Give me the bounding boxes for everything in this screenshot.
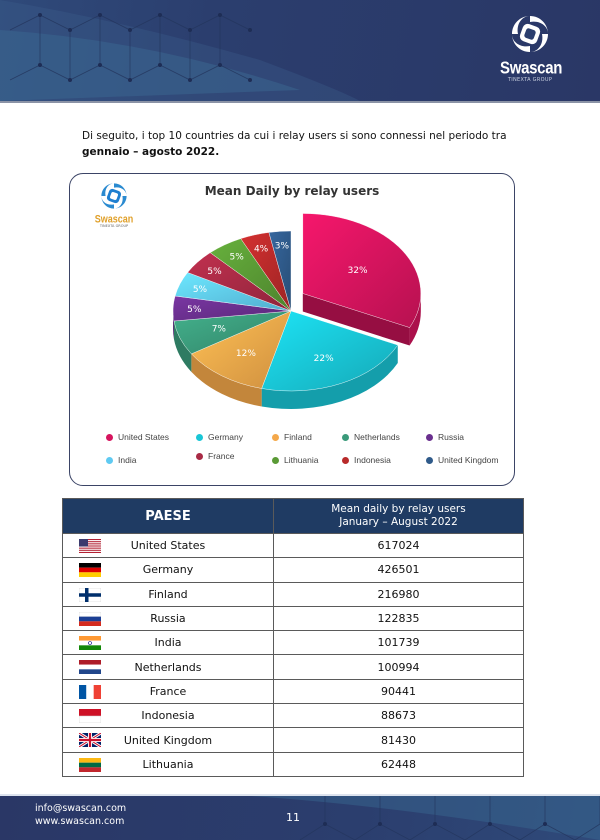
mean-value-cell: 617024 <box>274 534 524 558</box>
table-row <box>63 558 524 582</box>
country-name: Germany <box>142 563 194 577</box>
chart-title: Mean Daily by relay users <box>204 184 380 198</box>
footer-email-link[interactable]: info@swascan.com <box>35 803 127 814</box>
country-name: Netherlands <box>134 660 202 674</box>
fr-flag-icon <box>79 685 101 699</box>
legend-swatch <box>106 457 113 464</box>
legend-label: Finland <box>284 432 312 442</box>
mean-value-cell: 90441 <box>274 679 524 703</box>
intro-paragraph <box>82 128 552 160</box>
country-name: Indonesia <box>141 709 195 723</box>
in-flag-icon <box>79 636 101 650</box>
legend-item <box>272 455 319 465</box>
country-cell <box>63 606 274 630</box>
legend-swatch <box>426 434 433 441</box>
legend-label: India <box>118 455 137 465</box>
fi-flag-icon <box>79 588 101 602</box>
country-cell <box>63 704 274 728</box>
legend-label: United States <box>118 432 170 442</box>
data-label: 22% <box>313 354 334 365</box>
country-cell <box>63 679 274 703</box>
legend-label: Indonesia <box>354 455 391 465</box>
swascan-logo <box>500 14 563 83</box>
legend-label: United Kingdom <box>438 455 499 465</box>
nl-flag-icon <box>79 660 101 674</box>
mean-value-cell: 88673 <box>274 704 524 728</box>
page-header <box>0 0 600 103</box>
legend-item <box>342 432 400 442</box>
data-label: 5% <box>187 304 202 315</box>
column-header-country: PAESE <box>63 499 274 534</box>
mean-value-cell: 62448 <box>274 752 524 776</box>
mean-value-cell: 122835 <box>274 606 524 630</box>
country-cell <box>63 534 274 558</box>
legend-item <box>106 432 169 442</box>
legend-swatch <box>342 457 349 464</box>
mean-value-cell: 426501 <box>274 558 524 582</box>
country-cell <box>63 558 274 582</box>
mean-value-cell: 216980 <box>274 582 524 606</box>
countries-table <box>62 498 524 777</box>
legend-item <box>426 455 498 465</box>
legend-item <box>196 451 234 461</box>
table-row <box>63 728 524 752</box>
column-header-mean <box>274 499 524 534</box>
table-header-row <box>63 499 524 534</box>
mean-header-line1: Mean daily by relay users <box>331 503 466 515</box>
legend-label: Netherlands <box>354 432 400 442</box>
data-label: 5% <box>229 252 244 263</box>
country-name: United Kingdom <box>123 733 213 747</box>
country-name: United States <box>130 539 206 553</box>
legend-swatch <box>196 434 203 441</box>
table-row <box>63 534 524 558</box>
logo-subtitle: TINEXTA GROUP <box>507 77 553 83</box>
table-row <box>63 679 524 703</box>
data-label: 5% <box>207 266 222 277</box>
intro-period: gennaio – agosto 2022. <box>82 146 220 158</box>
table-row <box>63 655 524 679</box>
country-cell <box>63 655 274 679</box>
gb-flag-icon <box>79 733 101 747</box>
legend-item <box>196 432 243 442</box>
country-name: India <box>154 636 182 650</box>
country-name: France <box>149 684 187 698</box>
country-name: Finland <box>148 587 188 601</box>
legend-swatch <box>342 434 349 441</box>
legend-item <box>342 455 391 465</box>
id-flag-icon <box>79 709 101 723</box>
footer-website-link[interactable]: www.swascan.com <box>35 816 125 827</box>
pie-chart-panel <box>69 173 515 486</box>
mean-value-cell: 81430 <box>274 728 524 752</box>
legend-item <box>272 432 312 442</box>
mean-value-cell: 100994 <box>274 655 524 679</box>
data-label: 32% <box>347 265 368 276</box>
de-flag-icon <box>79 563 101 577</box>
country-name: Lithuania <box>142 757 194 771</box>
country-cell <box>63 752 274 776</box>
country-cell <box>63 728 274 752</box>
chart-logo-subtitle: TINEXTA GROUP <box>99 224 129 228</box>
mean-value-cell: 101739 <box>274 631 524 655</box>
intro-text: Di seguito, i top 10 countries da cui i relay users si sono connessi nel periodo tra <box>82 130 507 142</box>
table-row <box>63 582 524 606</box>
data-label: 3% <box>274 241 290 252</box>
pie-chart <box>70 174 516 424</box>
legend-label: Lithuania <box>284 455 319 465</box>
swascan-logo-icon <box>510 14 550 54</box>
legend-label: Russia <box>438 432 464 442</box>
lt-flag-icon <box>79 758 101 772</box>
table-row <box>63 704 524 728</box>
country-cell <box>63 631 274 655</box>
legend-label: Germany <box>208 432 243 442</box>
footer-contact <box>35 802 126 828</box>
legend-swatch <box>106 434 113 441</box>
page-number: 11 <box>286 811 300 824</box>
data-label: 7% <box>211 324 226 335</box>
legend-label: France <box>208 451 235 461</box>
country-name: Russia <box>150 612 186 626</box>
legend-swatch <box>426 457 433 464</box>
table-row <box>63 631 524 655</box>
ru-flag-icon <box>79 612 101 626</box>
data-label: 4% <box>253 244 269 255</box>
logo-name: Swascan <box>500 58 563 79</box>
legend-swatch <box>272 434 279 441</box>
legend-item <box>106 455 136 465</box>
data-label: 5% <box>192 284 208 295</box>
legend-item <box>426 432 464 442</box>
us-flag-icon <box>79 539 101 553</box>
data-label: 12% <box>235 349 256 360</box>
table-row <box>63 606 524 630</box>
country-cell <box>63 582 274 606</box>
table-row <box>63 752 524 776</box>
legend-swatch <box>196 453 203 460</box>
page-footer <box>0 794 600 840</box>
mean-header-line2: January – August 2022 <box>339 516 458 528</box>
legend-swatch <box>272 457 279 464</box>
chart-logo-name: Swascan <box>94 213 134 225</box>
